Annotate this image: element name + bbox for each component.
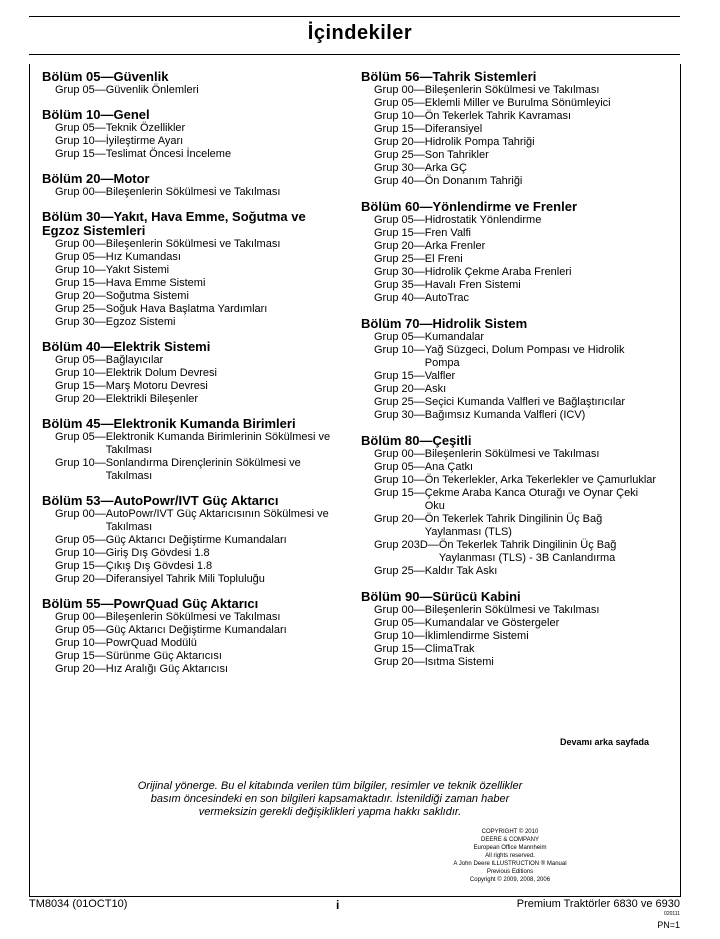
group-name: Yağ Süzgeci, Dolum Pompası ve Hidrolik Pompa	[424, 344, 625, 369]
group-name: Güç Aktarıcı Değiştirme Kumandaları	[105, 534, 287, 546]
toc-group-entry[interactable]	[361, 227, 661, 240]
group-name: Çekme Araba Kanca Oturağı ve Oynar Çeki Oku	[424, 487, 639, 512]
group-code: Grup 00—	[374, 604, 425, 616]
toc-group-entry[interactable]	[42, 238, 342, 251]
group-name: Son Tahrikler	[424, 149, 489, 161]
group-name: Teknik Özellikler	[105, 122, 186, 134]
group-code: Grup 20—	[374, 136, 425, 148]
copyright-line: A John Deere ILLUSTRUCTION ® Manual	[453, 861, 567, 867]
group-code: Grup 10—	[374, 344, 425, 356]
group-name: Fren Valfi	[424, 227, 472, 239]
group-name: Teslimat Öncesi İnceleme	[105, 148, 232, 160]
toc-group-entry[interactable]	[361, 136, 661, 149]
section-title[interactable]: Bölüm 45—Elektronik Kumanda Birimleri	[42, 416, 296, 431]
toc-group-entry[interactable]	[42, 534, 342, 547]
group-code: Grup 20—	[374, 656, 425, 668]
toc-group-entry[interactable]	[42, 573, 342, 586]
toc-section	[361, 317, 661, 422]
section-title[interactable]: Bölüm 55—PowrQuad Güç Aktarıcı	[42, 596, 259, 611]
toc-group-entry[interactable]	[361, 175, 661, 188]
toc-section	[42, 597, 342, 676]
group-code: Grup 20—	[55, 663, 106, 675]
section-title[interactable]: Bölüm 70—Hidrolik Sistem	[361, 316, 528, 331]
toc-section	[42, 494, 342, 586]
toc-right-column	[361, 70, 661, 681]
section-title[interactable]: Bölüm 05—Güvenlik	[42, 69, 169, 84]
copyright-line: Previous Editions	[486, 869, 534, 875]
group-name: Ön Tekerlek Tahrik Dingilinin Üç Bağ Yaylanması (TLS) - 3B Canlandırma	[438, 539, 617, 564]
toc-group-entry[interactable]	[361, 643, 661, 656]
group-name: Soğuk Hava Başlatma Yardımları	[105, 303, 268, 315]
group-code: Grup 05—	[374, 461, 425, 473]
group-code: Grup 05—	[55, 624, 106, 636]
group-code: Grup 05—	[55, 431, 106, 443]
title-bottom-rule	[29, 54, 680, 55]
group-code: Grup 40—	[374, 292, 425, 304]
group-name: PowrQuad Modülü	[105, 637, 197, 649]
group-code: Grup 05—	[374, 97, 425, 109]
group-code: Grup 15—	[55, 560, 106, 572]
toc-group-entry[interactable]	[361, 461, 661, 474]
toc-group-entry[interactable]	[361, 84, 661, 97]
copyright-line: Copyright © 2009, 2008, 2006	[469, 877, 551, 883]
group-name: Diferansiyel Tahrik Mili Topluluğu	[105, 573, 265, 585]
group-code: Grup 20—	[374, 383, 425, 395]
group-code: Grup 00—	[374, 448, 425, 460]
copyright-line: COPYRIGHT © 2010	[481, 829, 539, 835]
footer-doc-code: TM8034 (01OCT10)	[29, 898, 128, 910]
toc-group-entry[interactable]	[42, 148, 342, 161]
group-code: Grup 10—	[55, 547, 106, 559]
group-code: Grup 20—	[55, 290, 106, 302]
group-name: Sonlandırma Dirençlerinin Sökülmesi ve Takılması	[105, 457, 301, 482]
group-code: Grup 15—	[374, 227, 425, 239]
group-name: Diferansiyel	[424, 123, 483, 135]
group-code: Grup 15—	[55, 650, 106, 662]
group-code: Grup 20—	[55, 573, 106, 585]
toc-group-entry[interactable]	[42, 431, 342, 457]
toc-group-entry[interactable]	[361, 240, 661, 253]
toc-section	[42, 108, 342, 161]
toc-group-entry[interactable]	[42, 277, 342, 290]
toc-left-column	[42, 70, 342, 687]
group-code: Grup 10—	[55, 637, 106, 649]
section-title[interactable]: Bölüm 56—Tahrik Sistemleri	[361, 69, 537, 84]
toc-group-entry[interactable]	[361, 162, 661, 175]
section-title[interactable]: Bölüm 90—Sürücü Kabini	[361, 589, 521, 604]
group-code: Grup 25—	[55, 303, 106, 315]
group-code: Grup 30—	[374, 266, 425, 278]
toc-group-entry[interactable]	[361, 344, 661, 370]
toc-group-entry[interactable]	[42, 186, 342, 199]
group-name: Hava Emme Sistemi	[105, 277, 206, 289]
group-name: Ön Tekerlekler, Arka Tekerlekler ve Çamurluklar	[424, 474, 657, 486]
group-name: İyileştirme Ayarı	[105, 135, 184, 147]
group-name: Hidrostatik Yönlendirme	[424, 214, 542, 226]
toc-section	[42, 210, 342, 329]
section-title[interactable]: Bölüm 60—Yönlendirme ve Frenler	[361, 199, 578, 214]
group-code: Grup 10—	[55, 367, 106, 379]
group-name: Çıkış Dış Gövdesi 1.8	[105, 560, 213, 572]
group-name: El Freni	[424, 253, 463, 265]
toc-section	[361, 590, 661, 669]
toc-group-entry[interactable]	[361, 630, 661, 643]
group-name: Seçici Kumanda Valfleri ve Bağlaştırıcılar	[424, 396, 626, 408]
group-name: Elektrik Dolum Devresi	[105, 367, 217, 379]
group-name: Valfler	[424, 370, 456, 382]
toc-group-entry[interactable]	[361, 396, 661, 409]
group-code: Grup 15—	[374, 643, 425, 655]
group-code: Grup 10—	[374, 110, 425, 122]
group-name: Kumandalar ve Göstergeler	[424, 617, 560, 629]
footer-product: Premium Traktörler 6830 ve 6930	[516, 898, 680, 910]
toc-group-entry[interactable]	[361, 565, 661, 578]
group-name: Havalı Fren Sistemi	[424, 279, 521, 291]
group-name: Marş Motoru Devresi	[105, 380, 208, 392]
group-name: Giriş Dış Gövdesi 1.8	[105, 547, 210, 559]
group-code: Grup 05—	[55, 122, 106, 134]
continued-note: Devamı arka sayfada	[560, 737, 650, 747]
group-name: AutoTrac	[424, 292, 469, 304]
toc-section	[361, 70, 661, 188]
group-code: Grup 05—	[55, 84, 106, 96]
toc-group-entry[interactable]	[361, 656, 661, 669]
group-code: Grup 10—	[374, 474, 425, 486]
group-code: Grup 30—	[374, 409, 425, 421]
toc-group-entry[interactable]	[361, 214, 661, 227]
toc-group-entry[interactable]	[42, 264, 342, 277]
toc-group-entry[interactable]	[361, 253, 661, 266]
toc-group-entry[interactable]	[361, 604, 661, 617]
group-code: Grup 05—	[55, 534, 106, 546]
toc-group-entry[interactable]	[361, 487, 661, 513]
group-code: Grup 05—	[374, 617, 425, 629]
toc-group-entry[interactable]	[42, 380, 342, 393]
group-name: Bağımsız Kumanda Valfleri (ICV)	[424, 409, 586, 421]
toc-section	[361, 434, 661, 578]
toc-group-entry[interactable]	[361, 331, 661, 344]
group-code: Grup 203D—	[374, 539, 439, 551]
group-name: Elektronik Kumanda Birimlerinin Sökülmesi ve Takılması	[105, 431, 331, 456]
group-name: Yakıt Sistemi	[105, 264, 170, 276]
section-title[interactable]: Bölüm 53—AutoPowr/IVT Güç Aktarıcı	[42, 493, 279, 508]
toc-section	[42, 70, 342, 97]
group-name: Bağlayıcılar	[105, 354, 164, 366]
toc-group-entry[interactable]	[42, 457, 342, 483]
group-name: Arka Frenler	[424, 240, 486, 252]
toc-group-entry[interactable]	[42, 251, 342, 264]
group-code: Grup 00—	[374, 84, 425, 96]
toc-group-entry[interactable]	[42, 611, 342, 624]
toc-group-entry[interactable]	[42, 122, 342, 135]
toc-section	[42, 172, 342, 199]
toc-group-entry[interactable]	[42, 508, 342, 534]
group-name: Hidrolik Çekme Araba Frenleri	[424, 266, 572, 278]
group-code: Grup 00—	[55, 238, 106, 250]
group-name: Kumandalar	[424, 331, 485, 343]
group-code: Grup 15—	[55, 380, 106, 392]
group-code: Grup 15—	[55, 277, 106, 289]
group-name: Egzoz Sistemi	[105, 316, 176, 328]
toc-group-entry[interactable]	[361, 266, 661, 279]
group-name: Ön Tekerlek Tahrik Dingilinin Üç Bağ Yaylanması (TLS)	[424, 513, 603, 538]
group-name: Güç Aktarıcı Değiştirme Kumandaları	[105, 624, 287, 636]
group-code: Grup 30—	[55, 316, 106, 328]
toc-group-entry[interactable]	[42, 354, 342, 367]
toc-group-entry[interactable]	[42, 303, 342, 316]
toc-group-entry[interactable]	[42, 663, 342, 676]
section-title[interactable]: Bölüm 10—Genel	[42, 107, 150, 122]
footer-pn: PN=1	[657, 920, 680, 930]
toc-group-entry[interactable]	[361, 110, 661, 123]
group-code: Grup 30—	[374, 162, 425, 174]
toc-group-entry[interactable]	[42, 547, 342, 560]
group-name: Ana Çatkı	[424, 461, 474, 473]
title-top-rule	[29, 16, 680, 17]
group-name: İklimlendirme Sistemi	[424, 630, 529, 642]
section-title[interactable]: Bölüm 30—Yakıt, Hava Emme, Soğutma ve Egzoz Sistemleri	[42, 209, 306, 238]
footer-small-code: 020111	[664, 911, 680, 917]
toc-group-entry[interactable]	[361, 383, 661, 396]
group-name: Bileşenlerin Sökülmesi ve Takılması	[105, 238, 281, 250]
toc-group-entry[interactable]	[361, 513, 661, 539]
group-name: Hız Aralığı Güç Aktarıcısı	[105, 663, 229, 675]
group-code: Grup 10—	[55, 457, 106, 469]
group-code: Grup 20—	[374, 513, 425, 525]
group-code: Grup 00—	[55, 508, 106, 520]
group-name: Hız Kumandası	[105, 251, 181, 263]
toc-section	[361, 200, 661, 305]
group-name: Hidrolik Pompa Tahriği	[424, 136, 535, 148]
group-name: ClimaTrak	[424, 643, 475, 655]
group-code: Grup 05—	[374, 214, 425, 226]
group-code: Grup 15—	[374, 123, 425, 135]
toc-group-entry[interactable]	[42, 316, 342, 329]
group-code: Grup 15—	[374, 487, 425, 499]
group-code: Grup 00—	[55, 186, 106, 198]
group-name: Kaldır Tak Askı	[424, 565, 498, 577]
group-name: Eklemli Miller ve Burulma Sönümleyici	[424, 97, 611, 109]
group-name: Isıtma Sistemi	[424, 656, 494, 668]
group-name: Arka GÇ	[424, 162, 467, 174]
group-code: Grup 05—	[55, 251, 106, 263]
group-name: Ön Tekerlek Tahrik Kavraması	[424, 110, 572, 122]
toc-group-entry[interactable]	[42, 624, 342, 637]
toc-group-entry[interactable]	[361, 539, 661, 565]
group-name: Ön Donanım Tahriği	[424, 175, 523, 187]
group-code: Grup 35—	[374, 279, 425, 291]
toc-section	[42, 417, 342, 483]
group-code: Grup 10—	[374, 630, 425, 642]
toc-group-entry[interactable]	[361, 149, 661, 162]
group-name: Elektrikli Bileşenler	[105, 393, 199, 405]
group-name: Güvenlik Önlemleri	[105, 84, 199, 96]
toc-section	[42, 340, 342, 406]
toc-group-entry[interactable]	[42, 637, 342, 650]
toc-group-entry[interactable]	[361, 370, 661, 383]
group-code: Grup 10—	[55, 135, 106, 147]
group-name: Soğutma Sistemi	[105, 290, 189, 302]
group-code: Grup 25—	[374, 149, 425, 161]
copyright-block	[420, 828, 600, 884]
group-name: AutoPowr/IVT Güç Aktarıcısının Sökülmesi ve Takılması	[105, 508, 329, 533]
group-code: Grup 10—	[55, 264, 106, 276]
toc-group-entry[interactable]	[42, 290, 342, 303]
toc-group-entry[interactable]	[361, 409, 661, 422]
group-code: Grup 15—	[374, 370, 425, 382]
group-code: Grup 20—	[55, 393, 106, 405]
page-title: İçindekiler	[307, 22, 413, 44]
toc-group-entry[interactable]	[42, 367, 342, 380]
section-title[interactable]: Bölüm 20—Motor	[42, 171, 150, 186]
toc-group-entry[interactable]	[361, 123, 661, 136]
group-code: Grup 05—	[55, 354, 106, 366]
copyright-line: European Office Mannheim	[473, 845, 547, 851]
group-code: Grup 05—	[374, 331, 425, 343]
group-name: Sürünme Güç Aktarıcısı	[105, 650, 222, 662]
group-code: Grup 25—	[374, 565, 425, 577]
toc-group-entry[interactable]	[361, 279, 661, 292]
group-code: Grup 25—	[374, 253, 425, 265]
group-name: Bileşenlerin Sökülmesi ve Takılması	[424, 604, 600, 616]
section-title[interactable]: Bölüm 40—Elektrik Sistemi	[42, 339, 211, 354]
toc-group-entry[interactable]	[361, 617, 661, 630]
toc-group-entry[interactable]	[42, 84, 342, 97]
group-name: Bileşenlerin Sökülmesi ve Takılması	[424, 448, 600, 460]
group-code: Grup 40—	[374, 175, 425, 187]
group-code: Grup 15—	[55, 148, 106, 160]
footer-page-number: i	[336, 898, 340, 912]
group-name: Bileşenlerin Sökülmesi ve Takılması	[105, 186, 281, 198]
toc-group-entry[interactable]	[42, 560, 342, 573]
toc-group-entry[interactable]	[361, 97, 661, 110]
toc-group-entry[interactable]	[361, 292, 661, 305]
copyright-line: DEERE & COMPANY	[481, 837, 539, 843]
toc-group-entry[interactable]	[42, 650, 342, 663]
toc-group-entry[interactable]	[42, 393, 342, 406]
group-code: Grup 20—	[374, 240, 425, 252]
group-name: Bileşenlerin Sökülmesi ve Takılması	[424, 84, 600, 96]
group-code: Grup 00—	[55, 611, 106, 623]
section-title[interactable]: Bölüm 80—Çeşitli	[361, 433, 472, 448]
group-code: Grup 25—	[374, 396, 425, 408]
group-name: Askı	[424, 383, 447, 395]
toc-group-entry[interactable]	[361, 448, 661, 461]
toc-group-entry[interactable]	[42, 135, 342, 148]
toc-group-entry[interactable]	[361, 474, 661, 487]
copyright-line: All rights reserved.	[485, 853, 535, 859]
disclaimer-text: Orijinal yönerge. Bu el kitabında verilen tüm bilgiler, resimler ve teknik özellikler basım öncesindeki en son bilgileri kapsamaktadır. İstenildiği zaman haber vermeksizin gerekli değişiklikleri yapma hakkı saklıdır.	[137, 780, 523, 818]
group-name: Bileşenlerin Sökülmesi ve Takılması	[105, 611, 281, 623]
